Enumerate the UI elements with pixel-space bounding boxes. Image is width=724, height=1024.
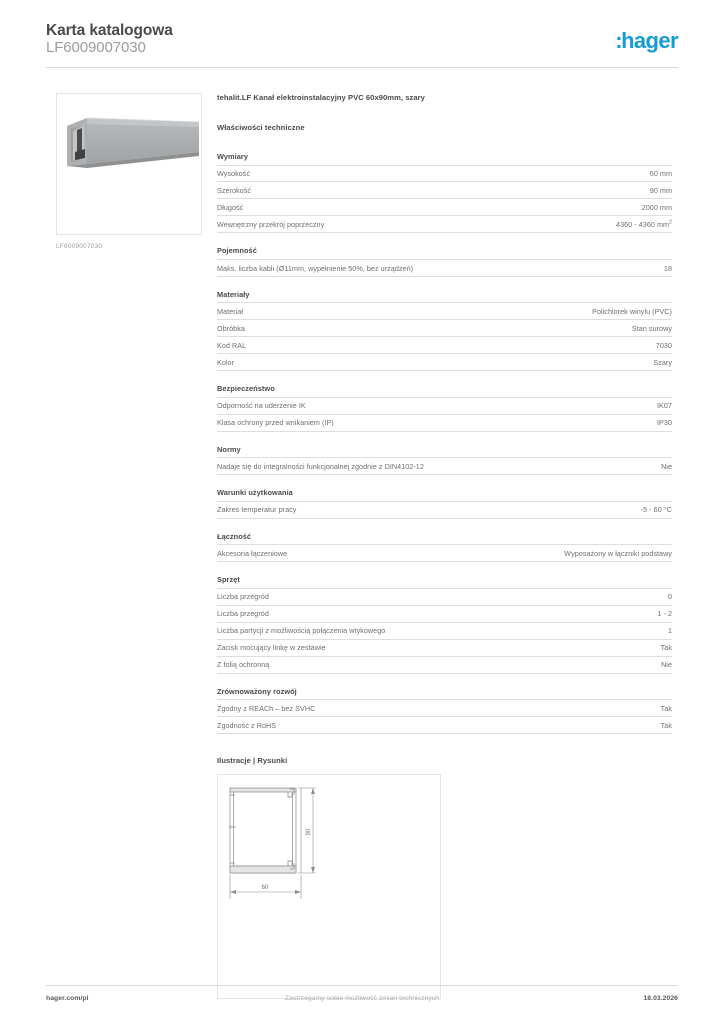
spec-groups [217,152,672,734]
spec-group [217,445,672,475]
footer-website-link[interactable]: hager.com/pl [46,995,89,1002]
spec-row-label: Nadaje się do integralności funkcjonalnej zgodnie z DIN4102-12 [217,461,424,471]
spec-row-value-superscript: 2 [669,219,672,226]
spec-row [217,700,672,717]
spec-row-label: Liczba przegród [217,592,269,602]
spec-group [217,384,672,431]
document-reference: LF6009007030 [46,39,146,56]
spec-row-value: Szary [653,357,672,367]
spec-row-label: Liczba partycji z możliwością połączenia wtykowego [217,626,386,636]
spec-row-value: 1 [667,626,672,636]
spec-row-value: Nie [661,461,672,471]
spec-group-title: Normy [217,445,672,459]
spec-row-label: Obróbka [217,324,245,333]
spec-row [217,354,672,371]
logo-wordmark: hager [621,28,678,53]
footer-date: 18.03.2026 [643,995,678,1002]
spec-row-value: 7030 [655,340,672,350]
spec-row [217,320,672,337]
spec-row [217,458,672,475]
spec-row [217,216,672,233]
spec-row [217,623,672,640]
spec-row [217,657,672,674]
spec-row-value: Wyposażony w łączniki podstawy [564,548,672,558]
spec-row-value: Tak [660,703,672,713]
spec-group-title: Sprzęt [217,575,672,589]
hager-logo [615,30,678,52]
product-name: tehalit.LF Kanał elektroinstalacyjny PVC 60x90mm, szary [217,93,425,102]
spec-row [217,545,672,562]
technical-properties-heading: Właściwości techniczne [217,123,305,132]
spec-row-value: IK07 [657,401,672,411]
drawings-heading: Ilustracje | Rysunki [217,756,288,766]
spec-row-value: 1 - 2 [657,609,672,619]
spec-row-value: IP30 [657,418,672,428]
spec-row-label: Materiał [217,307,243,317]
spec-row-label: Szerokość [217,186,252,196]
spec-row [217,415,672,432]
spec-group [217,246,672,276]
spec-content [217,93,672,999]
cross-section-drawing [218,775,440,998]
spec-row-label: Zacisk mocujący linkę w zestawie [217,643,326,653]
spec-row-value: 18 [663,263,672,273]
trunking-illustration [61,116,199,174]
spec-row-label: Wysokość [217,169,251,179]
spec-group [217,575,672,673]
spec-row-label: Zgodność z RoHS [217,720,277,730]
spec-group-title: Łączność [217,532,672,546]
spec-row-value: 60 mm [649,169,672,179]
spec-row-value: 0 [667,592,672,602]
logo-colon-icon: : [615,28,622,53]
footer-disclaimer: Zastrzegamy sobie możliwość zmian technicznych [284,995,440,1002]
product-photo-caption: LF6009007030 [56,243,103,250]
spec-group-title: Bezpieczeństwo [217,384,672,398]
spec-row-label: Z folią ochronną [217,660,270,670]
page-title: Karta katalogowa [46,22,173,39]
spec-row [217,606,672,623]
spec-row-value: 2000 mm [641,203,672,213]
spec-group [217,290,672,371]
spec-row [217,717,672,734]
dimension-label-height: 90 [306,828,312,836]
page-footer [46,995,678,1009]
footer-divider [46,985,678,986]
spec-row-value: Nie [661,660,672,670]
spec-group-title: Warunki użytkowania [217,488,672,502]
spec-row-label: Kod RAL [217,340,247,350]
page-header [46,22,678,68]
spec-row [217,199,672,216]
spec-row-label: Maks. liczba kabli (Ø11mm, wypełnienie 50%, bez urządzeń) [217,263,414,273]
spec-row-value: Tak [660,643,672,653]
spec-row-label: Klasa ochrony przed wnikaniem (IP) [217,418,334,428]
spec-row-label: Kolor [217,357,235,367]
spec-row-label: Odporność na uderzenie IK [217,401,306,411]
spec-group-title: Wymiary [217,152,672,166]
spec-row-label: Długość [217,203,244,213]
spec-group [217,687,672,734]
product-photo [56,93,202,235]
spec-row [217,260,672,277]
spec-row-label: Akcesoria łączeniowe [217,548,288,558]
technical-drawing-box [217,774,441,999]
spec-row [217,589,672,606]
spec-group-title: Materiały [217,290,672,304]
spec-row-value [604,220,672,229]
spec-row [217,166,672,183]
spec-row [217,640,672,657]
spec-row-label: Wewnętrzny przekrój poprzeczny [217,220,325,230]
spec-row [217,182,672,199]
spec-row-value: Polichlorek winylu (PVC) [592,307,672,317]
spec-group [217,532,672,562]
spec-row-label: Zgodny z REACh – bez SVHC [217,703,316,713]
spec-group [217,488,672,518]
header-divider [46,67,678,68]
dimension-label-width: 60 [261,885,269,892]
spec-row-label: Zakres temperatur pracy [217,505,297,515]
spec-row-value: Stan surowy [631,324,672,333]
spec-group [217,152,672,233]
spec-row-value-text: 4360 - 4360 mm [616,220,670,230]
spec-row [217,337,672,354]
spec-row [217,303,672,320]
spec-row-value: 90 mm [649,186,672,196]
spec-row-value: -5 - 60 °C [640,505,672,515]
spec-row-value: Tak [660,720,672,730]
spec-row [217,398,672,415]
spec-group-title: Pojemność [217,246,672,260]
spec-row [217,502,672,519]
spec-group-title: Zrównoważony rozwój [217,687,672,701]
spec-row-label: Liczba przegród [217,609,269,619]
